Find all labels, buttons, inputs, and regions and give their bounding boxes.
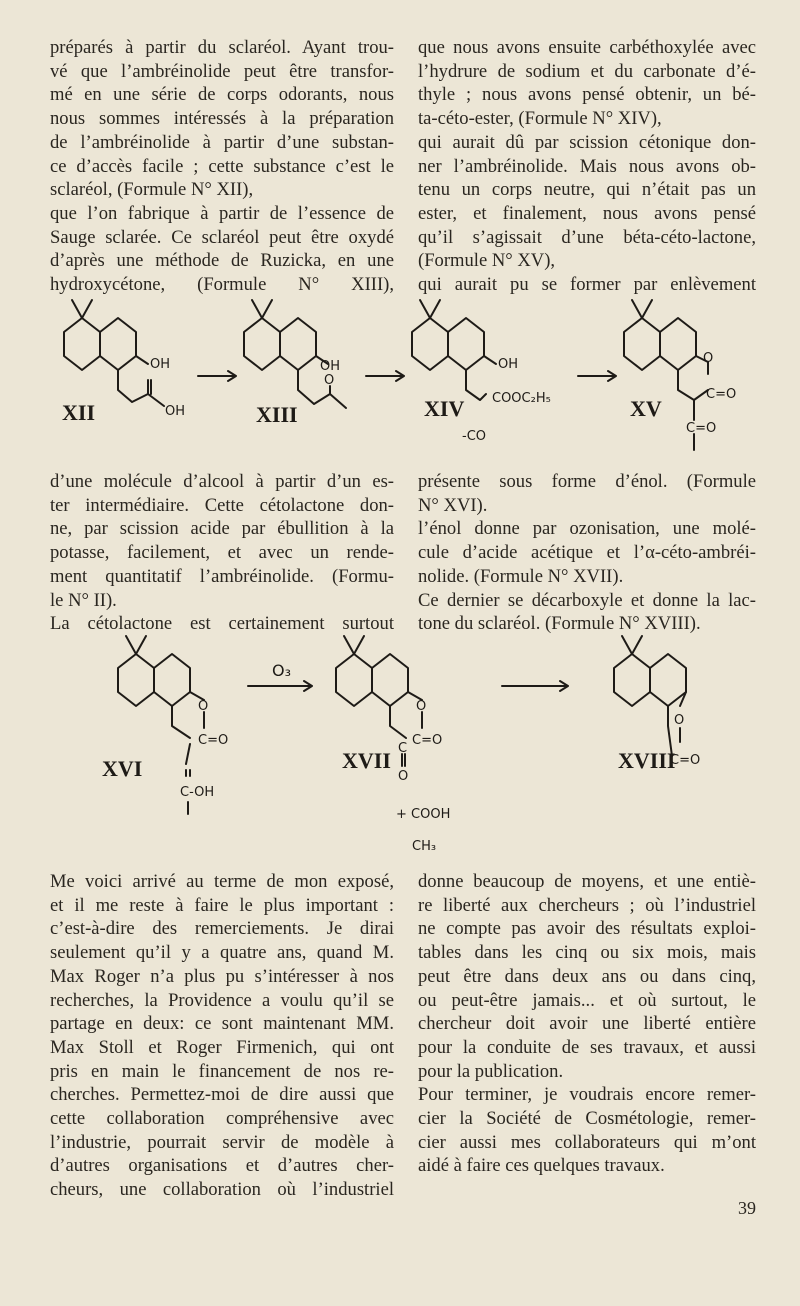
text-line: (Formule N° XV), [418, 250, 556, 272]
text-line: sclaréol, (Formule N° XII), [50, 179, 254, 201]
text-line: pour la conduite de ses travaux, et aussi [418, 1036, 756, 1058]
text-line: recherches, la Providence a voulu qu’il se [50, 989, 394, 1011]
text-line: cule d’acide acétique et l’α-céto-ambréi- [418, 542, 756, 564]
text-line: cheurs, une collaboration où l’industriel [50, 1179, 394, 1201]
text-line: l’énol donne par ozonisation, une molé- [418, 518, 756, 540]
text-line: pris en main le financement de nos re- [50, 1060, 394, 1082]
text-line: que l’on fabrique à partir de l’essence de [50, 202, 394, 224]
text-block-2-right [418, 470, 756, 636]
group-label: C=O [412, 733, 443, 748]
text-line: Sauge sclarée. Ce sclaréol peut être oxydé [50, 226, 394, 248]
formula-xviii [614, 636, 700, 773]
formula-number: XVII [342, 748, 391, 773]
text-line: Me voici arrivé au terme de mon exposé, [50, 871, 394, 892]
group-label: OH [165, 404, 186, 419]
group-label: C [398, 741, 408, 756]
group-label: C=O [670, 753, 701, 768]
text-line: partage en deux: ce sont maintenant MM. [50, 1013, 394, 1035]
group-label: CH₃ [412, 839, 437, 854]
formula-xiv [412, 300, 551, 444]
text-line: vé que l’ambréinolide peut être transfor- [50, 60, 394, 82]
group-label: -CO [462, 429, 487, 444]
text-line: donne beaucoup de moyens, et une entiè- [418, 871, 756, 892]
text-line: qui aurait pu se former par enlèvement [418, 274, 756, 296]
group-label: + COOH [396, 807, 451, 822]
formula-xii [62, 300, 185, 425]
formula-xv [624, 300, 736, 450]
text-line: mé en une série de corps odorants, nous [50, 84, 394, 106]
text-line: présente sous forme d’énol. (Formule [418, 471, 756, 492]
text-line: ester, et finalement, nous avons pensé [418, 202, 756, 224]
text-line: pour la publication. [418, 1060, 564, 1082]
text-line: l’industrie, pourrait servir de modèle à [50, 1131, 394, 1153]
reaction-arrow [366, 371, 404, 381]
text-line: cier la Société de Cosmétologie, remer- [418, 1108, 756, 1130]
text-block-3-right [418, 870, 756, 1178]
text-line: Max Stoll et Roger Firmenich, qui ont [50, 1036, 394, 1058]
formula-number: XVI [102, 756, 143, 781]
text-line: ter intermédiaire. Cette cétolactone don- [50, 494, 394, 516]
reaction-scheme-1 [0, 290, 800, 470]
formula-number: XII [62, 400, 96, 425]
text-line: potasse, facilement, et avec un rende- [50, 542, 394, 564]
reaction-arrow [248, 681, 312, 691]
text-line: ce d’accès facile ; cette substance c’est le [50, 155, 394, 177]
group-label: O [674, 713, 685, 728]
text-line: préparés à partir du sclaréol. Ayant trou- [50, 37, 394, 58]
formula-xiii [244, 300, 346, 427]
group-label: O [416, 699, 427, 714]
reaction-arrow [578, 371, 616, 381]
group-label: OH [150, 357, 171, 372]
group-label: C=O [706, 387, 737, 402]
group-label: OH [320, 359, 341, 374]
text-line: d’autres organisations et d’autres cher- [50, 1155, 394, 1177]
formula-xvi [102, 636, 228, 814]
text-line: hydroxycétone, (Formule N° XIII), [50, 274, 394, 296]
text-line: ou peut-être jamais... et où surtout, le [418, 989, 756, 1011]
text-line: que nous avons ensuite carbéthoxylée avec [418, 37, 756, 58]
text-line: La cétolactone est certainement surtout [50, 613, 394, 635]
text-line: ner l’ambréinolide. Mais nous avons ob- [418, 155, 756, 177]
text-line: chercheur doit avoir une liberté entière [418, 1013, 756, 1035]
text-block-1-right [418, 36, 756, 297]
text-block-3-left [50, 870, 394, 1202]
text-line: Pour terminer, je voudrais encore remer- [418, 1084, 756, 1106]
text-line: cette collaboration compréhensive avec [50, 1108, 394, 1130]
text-line: et il me reste à faire le plus important : [50, 894, 394, 916]
text-line: tables dans les cinq ou six mois, mais [418, 942, 756, 964]
text-block-1-left [50, 36, 394, 297]
group-label: O [398, 769, 409, 784]
text-line: qu’il s’agissait d’une béta-céto-lactone, [418, 226, 756, 248]
text-line: d’après une méthode de Ruzicka, en une [50, 250, 394, 272]
text-line: tone du sclaréol. (Formule N° XVIII). [418, 613, 701, 635]
reaction-arrow [198, 371, 236, 381]
text-line: cier aussi mes collaborateurs qui m’ont [418, 1131, 756, 1153]
formula-number: XVIII [618, 748, 676, 773]
text-line: seulement qu’il y a quatre ans, quand M. [50, 942, 394, 964]
text-line: thyle ; nous avons pensé obtenir, un bé- [418, 84, 756, 106]
formula-number: XIII [256, 402, 298, 427]
reaction-scheme-2 [0, 628, 800, 860]
text-line: Ce dernier se décarboxyle et donne la lac- [418, 589, 756, 611]
reagent-label: O₃ [272, 661, 292, 680]
group-label: COOC₂H₅ [492, 391, 551, 406]
formula-xvii [336, 636, 450, 854]
group-label: C=O [198, 733, 229, 748]
text-line: tenu un corps neutre, qui n’était pas un [418, 179, 756, 201]
text-line: peut être dans deux ans ou dans cinq, [418, 965, 756, 987]
group-label: OH [498, 357, 519, 372]
reaction-arrow [502, 681, 568, 691]
group-label: O [703, 351, 714, 366]
text-line: aidé à faire ces quelques travaux. [418, 1155, 665, 1177]
text-line: ne compte pas avoir des résultats exploi- [418, 918, 756, 940]
page-number: 39 [738, 1198, 756, 1218]
formula-number: XV [630, 396, 662, 421]
group-label: C=O [686, 421, 717, 436]
text-line: N° XVI). [418, 494, 488, 516]
group-label: O [324, 373, 335, 388]
text-line: Max Roger n’a plus pu s’intéresser à nos [50, 965, 394, 987]
text-line: re liberté aux chercheurs ; où l’industriel [418, 894, 756, 916]
text-line: nolide. (Formule N° XVII). [418, 565, 624, 587]
text-line: le N° II). [50, 589, 117, 611]
text-block-2-left [50, 470, 394, 636]
text-line: d’une molécule d’alcool à partir d’un es- [50, 471, 394, 492]
text-line: nous sommes intéressés à la préparation [50, 108, 394, 130]
text-line: ne, par scission acide par ébullition à la [50, 518, 394, 540]
group-label: O [198, 699, 209, 714]
formula-number: XIV [424, 396, 465, 421]
text-line: ta-céto-ester, (Formule N° XIV), [418, 108, 662, 130]
group-label: C-OH [180, 785, 215, 800]
text-line: l’hydrure de sodium et du carbonate d’é- [418, 60, 756, 82]
text-line: de l’ambréinolide à partir d’une substan- [50, 131, 394, 153]
text-line: c’est-à-dire des remerciements. Je dirai [50, 918, 394, 940]
text-line: cherches. Permettez-moi de dire aussi que [50, 1084, 394, 1106]
text-line: ment quantitatif l’ambréinolide. (Formu- [50, 565, 394, 587]
text-line: qui aurait dû par scission cétonique don- [418, 131, 756, 153]
